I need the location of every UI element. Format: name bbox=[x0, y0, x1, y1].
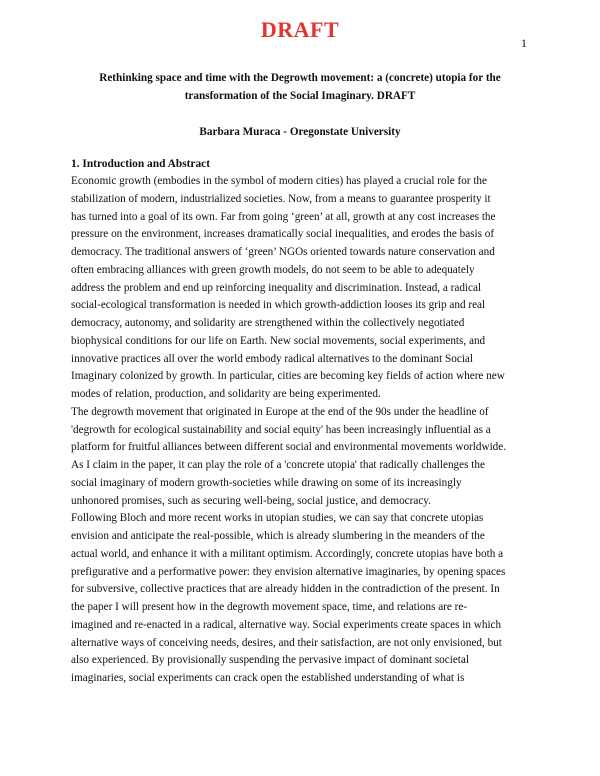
body-line: biophysical conditions for our life on Earth. New social movements, social experiments, and bbox=[71, 334, 486, 347]
body-line: social imaginary of modern growth-societies while drawing on some of its increasingly bbox=[71, 476, 462, 489]
body-line: envision and anticipate the real-possible, which is already slumbering in the meanders of the bbox=[71, 530, 485, 542]
body-line: Economic growth (embodies in the symbol of modern cities) has played a crucial role for the bbox=[71, 175, 487, 187]
document-title bbox=[78, 69, 522, 105]
body-line: actual world, and enhance it with a militant optimism. Accordingly, concrete utopias have both a bbox=[71, 547, 504, 560]
section-heading: 1. Introduction and Abstract bbox=[71, 158, 211, 170]
body-line: also experienced. By provisionally suspending the pervasive impact of dominant societal bbox=[71, 654, 469, 667]
body-line: social-ecological transformation is needed in which growth-addiction looses its grip and real bbox=[71, 299, 486, 312]
body-line: platform for fruitful alliances between different social and environmental movements worldwide. bbox=[71, 441, 507, 454]
body-line: democracy, autonomy, and solidarity are strengthened within the collectively negotiated bbox=[71, 317, 465, 329]
body-line: Imaginary colonized by growth. In particular, cities are becoming key fields of action where new bbox=[71, 370, 505, 383]
body-line: The degrowth movement that originated in Europe at the end of the 90s under the headline of bbox=[71, 405, 489, 418]
body-line: often embracing alliances with green growth models, do not seem to be able to adequately bbox=[71, 263, 475, 276]
body-line: stabilization of modern, industrialized societies. Now, from a means to guarantee prosperity it bbox=[71, 192, 491, 205]
draft-watermark-title: DRAFT bbox=[260, 17, 340, 42]
body-line: prefigurative and a performative power: they envision alternative imaginaries, by opening spaces bbox=[71, 565, 506, 578]
body-line: modes of relation, production, and solidarity are being experimented. bbox=[71, 388, 381, 400]
body-line: imaginaries, social experiments can crack open the established understanding of what is bbox=[71, 672, 465, 684]
body-text bbox=[71, 173, 541, 688]
document-title-line-1: Rethinking space and time with the Degrowth movement: a (concrete) utopia for the bbox=[99, 72, 501, 84]
page-number: 1 bbox=[521, 36, 527, 50]
document-title-line-2: transformation of the Social Imaginary. DRAFT bbox=[184, 90, 416, 102]
author-line: Barbara Muraca - Oregonstate University bbox=[199, 126, 401, 138]
body-line: 'degrowth for ecological sustainability and social equity' has been increasingly influential as a bbox=[71, 423, 491, 436]
body-line: imagined and re-enacted in a radical, alternative way. Social experiments create spaces in which bbox=[71, 618, 502, 631]
body-line: has turned into a goal of its own. Far from going ‘green’ at all, growth at any cost increases the bbox=[71, 210, 496, 223]
body-line: unhonored promises, such as securing well-being, social justice, and democracy. bbox=[71, 494, 431, 507]
body-line: Following Bloch and more recent works in utopian studies, we can say that concrete utopias bbox=[71, 512, 484, 525]
body-line: address the problem and end up reinforcing inequality and discrimination. Instead, a radical bbox=[71, 281, 482, 294]
body-line: for subversive, collective practices that are already hidden in the contradiction of the present. In bbox=[71, 583, 500, 596]
body-line: the paper I will present how in the degrowth movement space, time, and relations are re- bbox=[71, 601, 468, 613]
body-line: democracy. The traditional answers of ‘green’ NGOs oriented towards nature conservation and bbox=[71, 246, 495, 258]
body-line: As I claim in the paper, it can play the role of a 'concrete utopia' that radically challenges the bbox=[71, 459, 485, 471]
body-line: pressure on the environment, increases dramatically social inequalities, and erodes the basis of bbox=[71, 228, 495, 241]
body-line: alternative ways of conceiving needs, desires, and their satisfaction, are not only envisioned, but bbox=[71, 636, 502, 649]
body-line: innovative practices all over the world embody radical alternatives to the dominant Social bbox=[71, 352, 473, 365]
